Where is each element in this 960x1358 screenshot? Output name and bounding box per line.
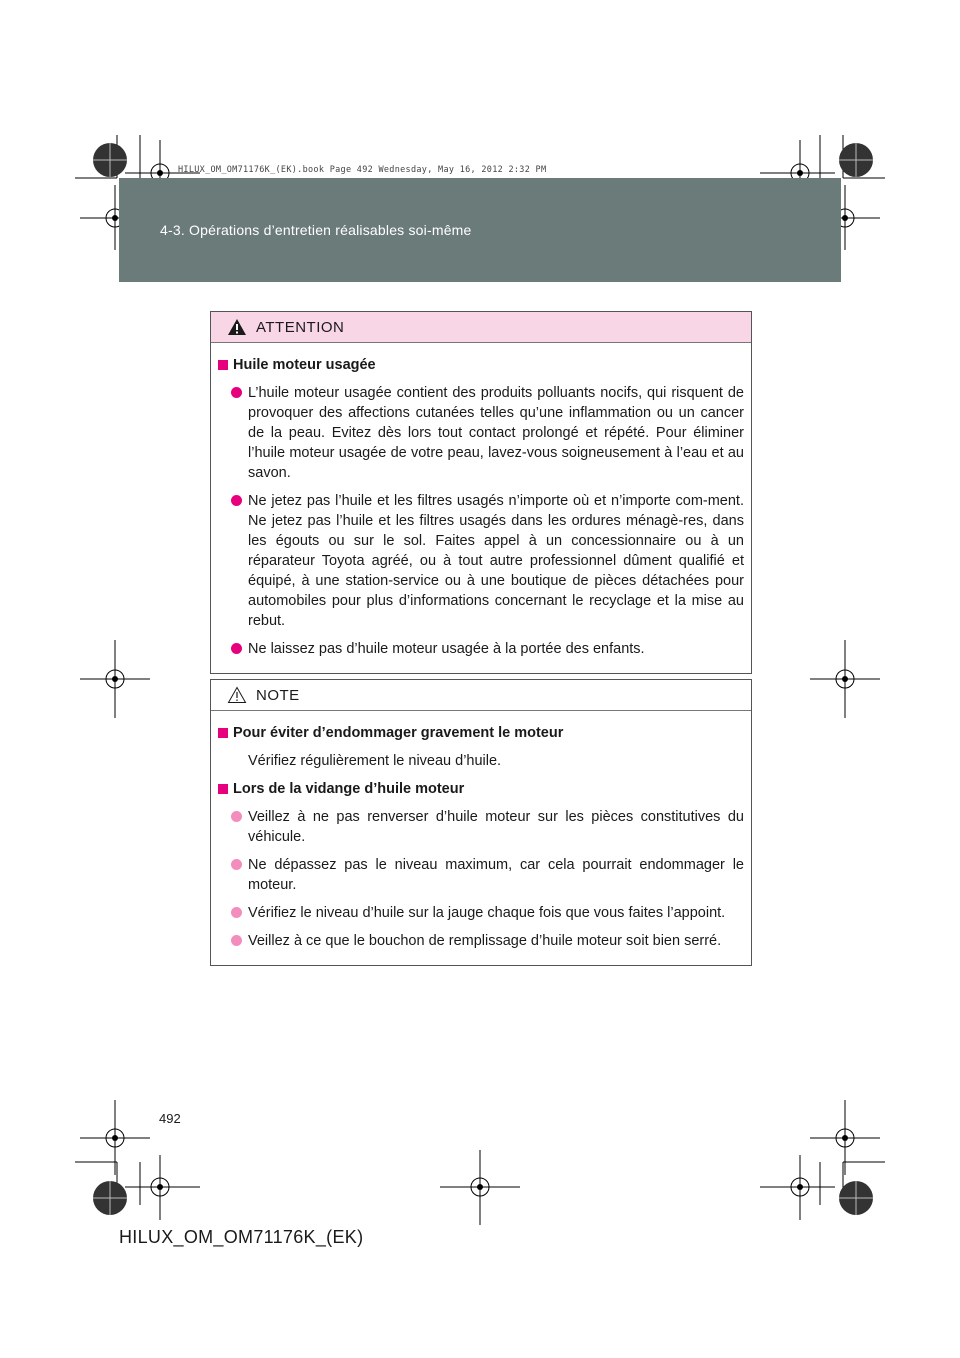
bullet-icon [231, 495, 242, 506]
list-item [218, 931, 744, 951]
note-heading-1-text: Pour éviter d’endommager gravement le moteur [233, 725, 564, 741]
warning-icon [227, 318, 247, 336]
note-header [211, 680, 751, 711]
list-item-text: Ne laissez pas d’huile moteur usagée à la portée des enfants. [248, 641, 645, 657]
attention-heading [218, 355, 744, 375]
note-box [210, 679, 752, 966]
list-item-text: Veillez à ce que le bouchon de remplissage d’huile moteur soit bien serré. [248, 933, 722, 949]
list-item [218, 855, 744, 895]
list-item [218, 807, 744, 847]
note-text: Vérifiez régulièrement le niveau d’huile. [248, 753, 502, 769]
note-title: NOTE [256, 686, 300, 704]
list-item [218, 491, 744, 631]
attention-header [211, 312, 751, 343]
list-item [218, 903, 744, 923]
attention-box [210, 311, 752, 674]
bullet-icon [231, 387, 242, 398]
note-heading-2-text: Lors de la vidange d’huile moteur [233, 781, 465, 797]
list-item [218, 383, 744, 483]
list-item-text: Veillez à ne pas renverser d’huile moteur sur les pièces constitutives du véhicule. [248, 809, 744, 845]
square-bullet-icon [218, 360, 228, 370]
list-item-text: Ne dépassez pas le niveau maximum, car cela pourrait endommager le moteur. [248, 857, 744, 893]
square-bullet-icon [218, 728, 228, 738]
note-heading-2 [218, 779, 744, 799]
list-item [218, 639, 744, 659]
footer-doc-id: HILUX_OM_OM71176K_(EK) [119, 1227, 364, 1247]
section-title: 4-3. Opérations d’entretien réalisables soi-même [160, 222, 472, 238]
bullet-icon [231, 859, 242, 870]
note-heading-1 [218, 723, 744, 743]
square-bullet-icon [218, 784, 228, 794]
bullet-icon [231, 907, 242, 918]
book-stamp: HILUX_OM_OM71176K_(EK).book Page 492 Wednesday, May 16, 2012 2:32 PM [178, 165, 547, 175]
page-number: 492 [159, 1111, 181, 1126]
attention-title: ATTENTION [256, 318, 345, 336]
caution-outline-icon [227, 686, 247, 704]
list-item-text: Ne jetez pas l’huile et les filtres usagés n’importe où et n’importe com-ment. Ne jetez pas l’huile et les filtres usagés dans les ordures ménagè-res, dans les égouts ou sur le sol. Faites appel à un concessionnaire ou à un réparateur Toyota agréé, ou à tout autre professionnel dûment qualifié et équipé, à une station-service ou à une boutique de pièces détachées pour automobiles pour plus d’informations concernant le recyclage et la mise au rebut. [248, 493, 744, 629]
bullet-icon [231, 643, 242, 654]
bullet-icon [231, 935, 242, 946]
bullet-icon [231, 811, 242, 822]
list-item-text: L’huile moteur usagée contient des produits polluants nocifs, qui risquent de provoquer des affections cutanées telles qu’une inflammation ou un cancer de la peau. Evitez dès lors tout contact prolongé et répété. Pour éliminer l’huile moteur usagée de votre peau, lavez-vous soigneusement à l’eau et au savon. [248, 385, 744, 481]
attention-heading-text: Huile moteur usagée [233, 357, 376, 373]
list-item-text: Vérifiez le niveau d’huile sur la jauge chaque fois que vous faites l’appoint. [248, 905, 726, 921]
